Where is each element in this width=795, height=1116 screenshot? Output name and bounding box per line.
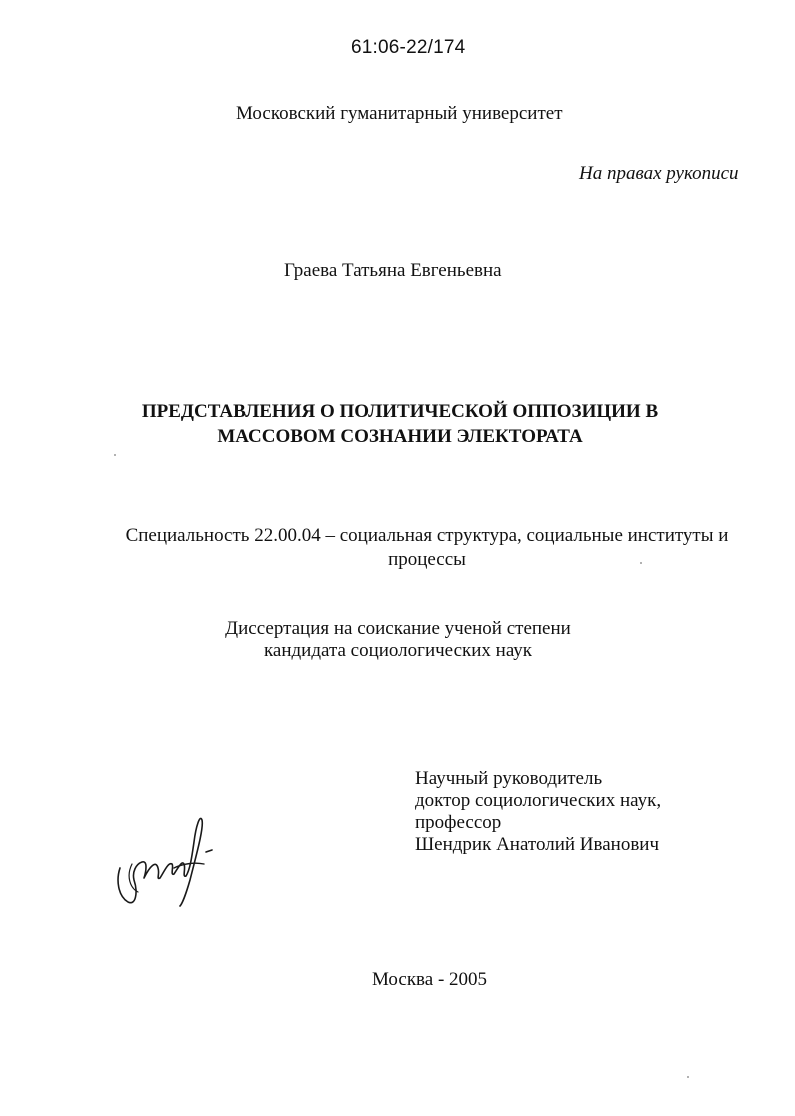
dissertation-title xyxy=(100,399,700,449)
author-name: Граева Татьяна Евгеньевна xyxy=(284,260,502,281)
scan-speck xyxy=(687,1076,689,1078)
degree-statement xyxy=(198,618,598,662)
supervisor-degree: доктор социологических наук, xyxy=(415,790,662,811)
supervisor-name: Шендрик Анатолий Иванович xyxy=(415,834,660,855)
specialty-line-1: Специальность 22.00.04 – социальная структура, социальные институты и xyxy=(125,525,729,546)
title-line-1: ПРЕДСТАВЛЕНИЯ О ПОЛИТИЧЕСКОЙ ОППОЗИЦИИ В xyxy=(141,401,659,422)
specialty-block xyxy=(120,524,734,572)
university-name: Московский гуманитарный университет xyxy=(236,103,563,124)
city-and-year: Москва - 2005 xyxy=(372,969,488,990)
title-line-2: МАССОВОМ СОЗНАНИИ ЭЛЕКТОРАТА xyxy=(217,426,583,447)
scan-speck xyxy=(640,562,642,564)
scan-speck xyxy=(114,454,116,456)
degree-line-1: Диссертация на соискание ученой степени xyxy=(225,618,571,639)
degree-line-2: кандидата социологических наук xyxy=(263,640,533,661)
supervisor-block xyxy=(415,768,661,856)
supervisor-rank: профессор xyxy=(415,812,502,833)
specialty-line-2: процессы xyxy=(388,549,466,570)
manuscript-rights-note: На правах рукописи xyxy=(579,163,739,184)
catalog-number: 61:06-22/174 xyxy=(351,37,466,58)
supervisor-role: Научный руководитель xyxy=(415,768,603,789)
handwritten-signature xyxy=(108,806,218,916)
